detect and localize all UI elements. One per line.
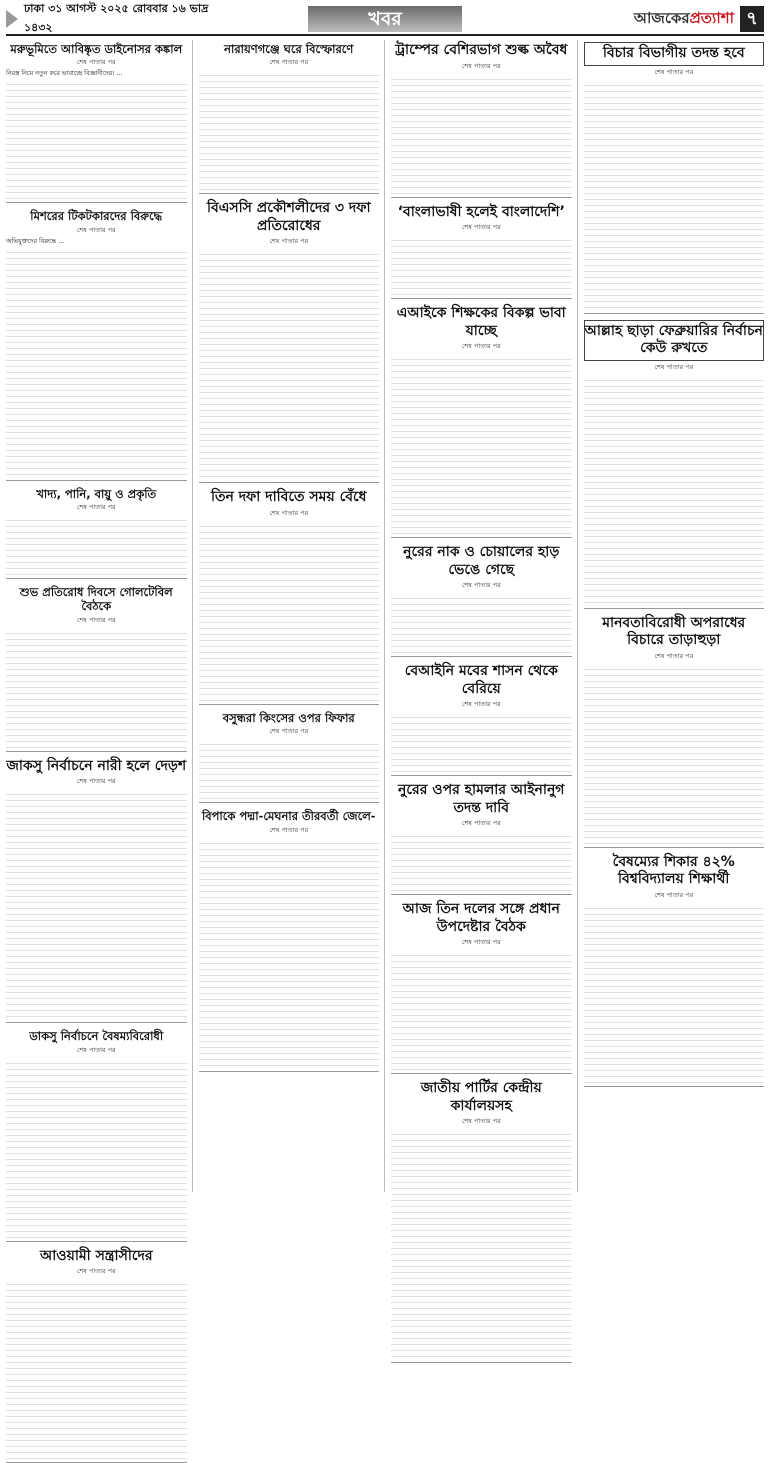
dateline: ঢাকা ৩১ আগস্ট ২০২৫ রোববার ১৬ ভাদ্র ১৪৩২ bbox=[24, 2, 209, 34]
news-story bbox=[391, 663, 572, 776]
body-text-block bbox=[391, 235, 572, 295]
story-headline[interactable]: খাদ্য, পানি, বায়ু ও প্রকৃতি bbox=[36, 486, 157, 501]
masthead bbox=[6, 4, 764, 36]
continued-label: শেষ পাতার পর bbox=[76, 1045, 116, 1054]
columns bbox=[6, 40, 764, 1276]
story-headline[interactable]: বৈষম্যের শিকার ৪২% বিশ্ববিদ্যালয় শিক্ষার্থী bbox=[612, 853, 735, 887]
news-story bbox=[391, 204, 572, 300]
story-headline[interactable]: মানবতাবিরোধী অপরাধের বিচারে তাড়াহুড়া bbox=[602, 614, 746, 648]
news-story bbox=[199, 42, 380, 194]
column-4 bbox=[584, 40, 765, 1192]
continued-label: শেষ পাতার পর bbox=[269, 825, 309, 834]
continued-label: শেষ পাতার পর bbox=[76, 58, 116, 67]
body-text-block bbox=[199, 521, 380, 701]
body-text-block bbox=[584, 664, 765, 844]
story-body: অভিযুক্তদের বিরুদ্ধে ... bbox=[6, 237, 65, 245]
story-headline[interactable]: আওয়ামী সন্ত্রাসীদের bbox=[39, 1247, 153, 1264]
body-text-block bbox=[6, 628, 187, 748]
arrow-icon bbox=[6, 10, 18, 28]
story-headline[interactable]: আজ তিন দলের সঙ্গে প্রধান উপদেষ্টার বৈঠক bbox=[402, 901, 560, 935]
story-headline[interactable]: বিচার বিভাগীয় তদন্ত হবে bbox=[584, 42, 765, 66]
news-story bbox=[6, 1029, 187, 1241]
continued-label: শেষ পাতার পর bbox=[76, 615, 116, 624]
continued-label: শেষ পাতার পর bbox=[461, 223, 501, 231]
body-text-block bbox=[391, 354, 572, 534]
story-headline[interactable]: নুরের নাক ও চোয়ালের হাড় ভেঙে গেছে bbox=[403, 544, 560, 578]
logo-prefix: আজকের bbox=[633, 8, 690, 27]
body-text-block bbox=[391, 593, 572, 653]
body-text-block bbox=[584, 375, 765, 605]
news-story bbox=[6, 758, 187, 1024]
body-text-block bbox=[199, 838, 380, 1068]
body-text-block bbox=[6, 1058, 187, 1238]
news-story bbox=[584, 615, 765, 848]
masthead-center bbox=[236, 4, 534, 34]
story-headline[interactable]: বেআইনি মবের শাসন থেকে বেরিয়ে bbox=[404, 663, 558, 697]
body-text-block bbox=[199, 249, 380, 479]
story-headline[interactable]: বসুন্ধরা কিংসের ওপর ফিফার bbox=[222, 710, 355, 725]
news-story bbox=[6, 585, 187, 752]
masthead-left bbox=[6, 4, 236, 34]
body-text-block bbox=[584, 80, 765, 310]
masthead-right bbox=[534, 4, 764, 34]
story-headline[interactable]: এআইকে শিক্ষকের বিকল্প ভাবা যাচ্ছে bbox=[396, 305, 566, 339]
body-text-block bbox=[6, 789, 187, 1019]
body-text-block bbox=[199, 739, 380, 799]
story-headline[interactable]: নুরের ওপর হামলার আইনানুগ তদন্ত দাবি bbox=[398, 782, 565, 816]
story-headline[interactable]: জাতীয় পার্টির কেন্দ্রীয় কার্যালয়সহ bbox=[420, 1080, 542, 1114]
body-text-block bbox=[391, 712, 572, 772]
continued-label: শেষ পাতার পর bbox=[76, 225, 116, 234]
news-story bbox=[391, 782, 572, 895]
continued-label: শেষ পাতার পর bbox=[461, 1117, 501, 1125]
continued-label: শেষ পাতার পর bbox=[269, 508, 309, 517]
body-text-block bbox=[391, 1129, 572, 1359]
news-story bbox=[391, 901, 572, 1074]
newspaper-logo bbox=[634, 7, 734, 32]
news-story bbox=[391, 544, 572, 657]
column-3 bbox=[391, 40, 578, 1192]
continued-label: শেষ পাতার পর bbox=[76, 777, 116, 786]
body-text-block bbox=[6, 79, 187, 199]
story-headline[interactable]: শুভ প্রতিরোধ দিবসে গোলটেবিল বৈঠকে bbox=[19, 585, 173, 614]
news-story bbox=[584, 42, 765, 314]
news-story bbox=[391, 1080, 572, 1363]
column-1 bbox=[6, 40, 193, 1276]
body-text-block bbox=[391, 74, 572, 194]
story-headline[interactable]: বিপাকে পদ্মা-মেঘনার তীরবর্তী জেলে- bbox=[201, 809, 376, 824]
body-text-block bbox=[199, 70, 380, 190]
continued-label: শেষ পাতার পর bbox=[654, 362, 694, 371]
story-headline[interactable]: ট্রাম্পের বেশিরভাগ শুল্ক অবৈধ bbox=[395, 42, 568, 58]
continued-label: শেষ পাতার পর bbox=[269, 58, 309, 67]
story-headline[interactable]: আল্লাহ ছাড়া ফেব্রুয়ারির নির্বাচন কেউ রুখতে bbox=[584, 320, 765, 361]
story-headline[interactable]: মিশরের টিকটকারদের বিরুদ্ধে bbox=[30, 209, 163, 224]
continued-label: শেষ পাতার পর bbox=[461, 61, 501, 70]
story-headline[interactable]: ‘বাংলাভাষী হলেই বাংলাদেশি’ bbox=[397, 203, 565, 220]
news-story bbox=[199, 809, 380, 1071]
continued-label: শেষ পাতার পর bbox=[654, 67, 694, 76]
logo-accent: প্রত্যাশা bbox=[689, 8, 734, 27]
news-story bbox=[199, 489, 380, 705]
story-headline[interactable]: নারায়ণগঞ্জে ঘরে বিস্ফোরণে bbox=[224, 42, 354, 56]
body-text-block bbox=[584, 903, 765, 1083]
story-body: নিরস্ত্র নিয়ে নতুন করে ভাবাচ্ছে বিজ্ঞানীদের। ... bbox=[6, 70, 123, 78]
column-2 bbox=[199, 40, 386, 1192]
news-story bbox=[6, 487, 187, 579]
news-story bbox=[6, 42, 187, 203]
body-text-block bbox=[6, 1279, 187, 1459]
continued-label: শেষ পাতার পর bbox=[654, 890, 694, 899]
continued-label: শেষ পাতার পর bbox=[461, 700, 501, 708]
continued-label: শেষ পাতার পর bbox=[654, 651, 694, 660]
section-title: খবর bbox=[308, 6, 462, 32]
page-number: ৭ bbox=[740, 6, 764, 32]
news-story bbox=[6, 209, 187, 480]
continued-label: শেষ পাতার পর bbox=[76, 1267, 116, 1276]
body-text-block bbox=[391, 831, 572, 891]
news-story bbox=[391, 42, 572, 198]
news-story bbox=[6, 1248, 187, 1463]
story-headline[interactable]: মরুভূমিতে আবিষ্কৃত ডাইনোসর কঙ্কাল bbox=[10, 42, 183, 56]
continued-label: শেষ পাতার পর bbox=[76, 503, 116, 511]
continued-label: শেষ পাতার পর bbox=[461, 938, 501, 946]
continued-label: শেষ পাতার পর bbox=[269, 727, 309, 736]
body-text-block bbox=[391, 950, 572, 1070]
story-headline[interactable]: জাকসু নির্বাচনে নারী হলে দেড়শ bbox=[6, 757, 187, 774]
story-headline[interactable]: ডাকসু নির্বাচনে বৈষম্যবিরোধী bbox=[29, 1029, 164, 1044]
story-headline[interactable]: তিন দফা দাবিতে সময় বেঁধে bbox=[210, 489, 367, 506]
continued-label: শেষ পাতার পর bbox=[461, 581, 501, 589]
continued-label: শেষ পাতার পর bbox=[461, 819, 501, 827]
news-story bbox=[391, 305, 572, 538]
news-story bbox=[584, 320, 765, 609]
news-story bbox=[199, 200, 380, 483]
continued-label: শেষ পাতার পর bbox=[461, 342, 501, 350]
story-headline[interactable]: বিএসসি প্রকৌশলীদের ৩ দফা প্রতিরোধের bbox=[206, 200, 371, 234]
continued-label: শেষ পাতার পর bbox=[269, 237, 309, 246]
news-story bbox=[584, 854, 765, 1087]
body-text-block bbox=[6, 247, 187, 477]
news-story bbox=[199, 711, 380, 803]
body-text-block bbox=[6, 515, 187, 575]
